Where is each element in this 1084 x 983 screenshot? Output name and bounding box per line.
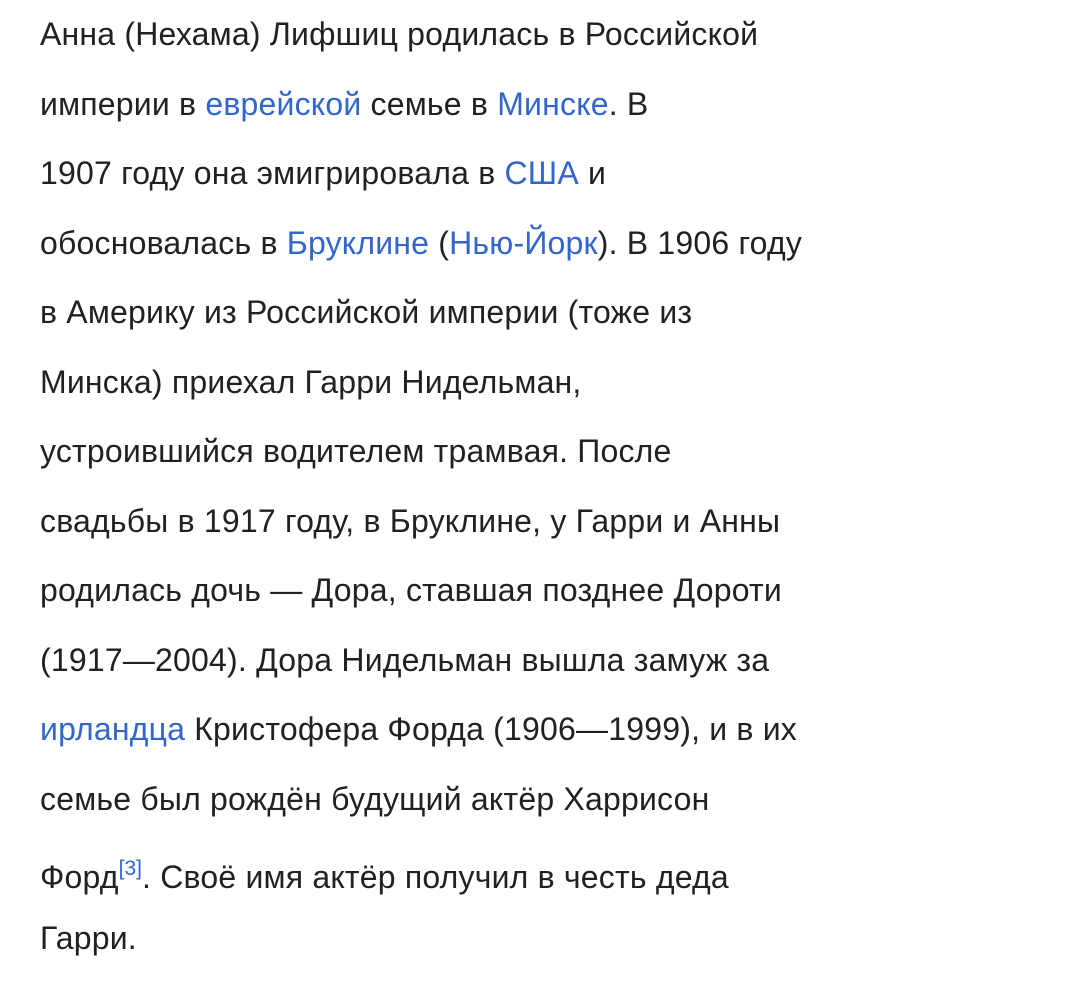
- text-run: Гарри.: [40, 919, 137, 956]
- paragraph-line: [40, 139, 1084, 209]
- paragraph-line: [40, 487, 1084, 557]
- paragraph-line: [40, 695, 1084, 765]
- wiki-link[interactable]: Минске: [497, 85, 609, 122]
- paragraph-line: [40, 70, 1084, 140]
- text-run: (1917—2004). Дора Нидельман вышла замуж за: [40, 641, 770, 678]
- paragraph-line: [40, 209, 1084, 279]
- text-run: устроившийся водителем трамвая. После: [40, 433, 672, 469]
- wiki-link[interactable]: США: [504, 155, 579, 191]
- text-run: семье был рождён будущий актёр Харрисон: [40, 780, 710, 817]
- text-run: ). В 1906 году: [597, 224, 803, 261]
- wiki-link[interactable]: еврейской: [205, 85, 362, 122]
- paragraph-line: [40, 556, 1084, 626]
- text-run: Минска) приехал Гарри Нидельман,: [40, 363, 582, 400]
- text-run: . Своё имя актёр получил в честь деда: [142, 859, 729, 895]
- wiki-link[interactable]: Нью-Йорк: [449, 224, 598, 261]
- paragraph-line: [40, 278, 1084, 348]
- text-run: и: [578, 155, 607, 191]
- text-run: родилась дочь — Дора, ставшая позднее Дороти: [40, 572, 782, 608]
- paragraph-line: [40, 417, 1084, 487]
- text-run: 1907 году она эмигрировала в: [40, 155, 505, 191]
- wiki-link[interactable]: Бруклине: [286, 224, 430, 261]
- paragraph-line: [40, 834, 1084, 904]
- text-run: (: [429, 224, 450, 261]
- text-run: Форд: [40, 859, 119, 895]
- text-run: Анна (Нехама) Лифшиц родилась в Российской: [40, 16, 759, 52]
- text-run: в Америку из Российской империи (тоже из: [40, 294, 693, 330]
- text-run: империи в: [40, 85, 206, 122]
- text-run: Кристофера Форда (1906—1999), и в их: [185, 711, 797, 747]
- paragraph-line: [40, 0, 1084, 70]
- text-run: семье в: [361, 85, 498, 122]
- reference-link[interactable]: [3]: [118, 857, 143, 880]
- paragraph-line: [40, 904, 1084, 974]
- paragraph-line: [40, 626, 1084, 696]
- wiki-link[interactable]: ирландца: [40, 711, 186, 747]
- text-run: . В: [608, 85, 649, 122]
- paragraph-line: [40, 765, 1084, 835]
- text-run: свадьбы в 1917 году, в Бруклине, у Гарри и Анны: [40, 502, 781, 539]
- paragraph-line: [40, 348, 1084, 418]
- text-run: обосновалась в: [40, 224, 287, 261]
